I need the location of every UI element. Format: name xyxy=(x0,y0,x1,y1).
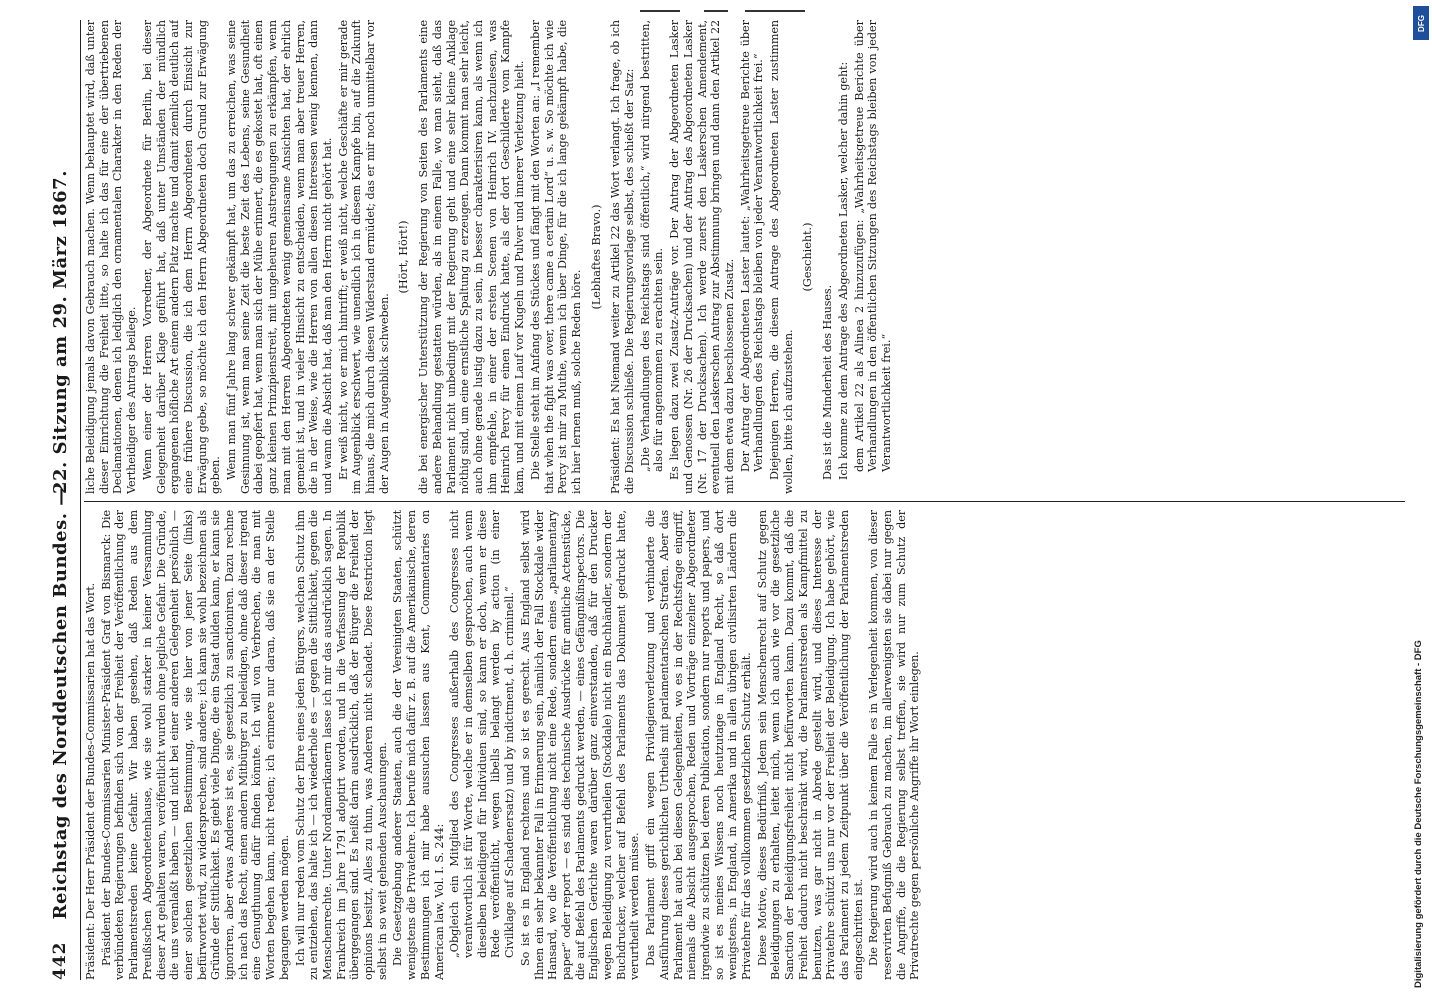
document-page xyxy=(40,20,1405,980)
page-number: 442 xyxy=(50,941,70,980)
running-title-right: 22. Sitzung am 29. März 1867. xyxy=(49,170,71,494)
running-title-left: Reichstag des Norddeutschen Bundes. — xyxy=(49,487,71,920)
paragraph: Ich komme zu dem Antrage des Abgeordneten Lasker, welcher dahin geht: xyxy=(836,61,850,480)
quotation: dem Artikel 22 als Alinea 2 hinzuzufügen: „Wahrheitsgetreue Berichte über Verhandlungen in den öffentlichen Sitzungen des Reichstags bleiben von jeder Verantwortlichkeit frei.“ xyxy=(852,20,893,472)
paragraph: Das Parlament griff ein wegen Privilegienverletzung und verhinderte die Ausführung dieses gerichtlichen Urtheils mit parlamentarischen Strafen. Aber das Parlament hat auch bei diesen Gelegenheiten, wo es in der Rechtsfrage eingriff, niemals die Absicht ausgesprochen, Reden und Vorträge einzelner Abgeordneter irgendwie zu schützen bei deren Publication, sondern nur reports und papers, und so ist es meines Wissens noch heutzutage in England Recht, so daß dort wenigstens, in England, in Amerika und in allen übrigen civilisirten Ländern die Privatehre für das vollkommen gesetzlichen Schutz erhält. xyxy=(644,510,754,980)
paragraph: Er weiß nicht, wo er mich hintrifft; er weiß nicht, welche Geschäfte er mir gerade im Augenblick erschwert, wie unendlich ich in diesem Kampfe bin, auf die Zukunft hinaus, die mich durch diesen Widerstand ermüdet; das er mir noch unmittelbar vor der Augen in Augenblick schweben. xyxy=(336,20,391,494)
paragraph: liche Beleidigung jemals davon Gebrauch machen. Wenn behauptet wird, daß unter dieser Einrichtung die Freiheit litte, so halte ich das für eine der übertriebenen Declamationen, denen ich lediglich den ornamentalen Charakter in den Reden der Vertheidiger des Antrags beilege. xyxy=(84,20,139,494)
paragraph: Präsident: Es hat Niemand weiter zu Artikel 22 das Wort verlangt. Ich frage, ob ich die Discussion schließe. Die Regierungsvorlage selbst, des schießt der Satz: xyxy=(609,20,637,494)
quotation: „Die Verhandlungen des Reichstags sind öffentlich,“ wird nirgend bestritten, also für angenommen zu erachten sein. xyxy=(638,20,666,472)
paragraph: die bei energischer Unterstützung der Regierung von Seiten des Parlaments eine andere Behandlung gestatten würden, als in einem Falle, wo man sieht, daß das Parlament nicht unbedingt mit der Regierung geht und eine sehr kleine Anklage nöthig sind, um eine ernstliche Spaltung zu erzeugen. Dann kommt man sehr leicht, auch ohne gerade lustig dazu zu sein, in besser charakterisiren kann, als wenn ich ihm empfehle, in einer der ersten Scenen von Heinrich IV. nachzulesen, was Heinrich Percy für einen Eindruck hatte, als der dort Geschilderte vom Kampfe kam, und mit einem Lauf vor Kugeln und Pulver und innerer Verletzung hielt. xyxy=(417,20,527,494)
paragraph: Diejenigen Herren, die diesem Antrage des Abgeordneten Laster zustimmen wollen, bitte ich aufzustehen. xyxy=(768,20,795,494)
interjection: (Lebhaftes Bravo.) xyxy=(589,204,603,310)
paragraph: Präsident: Der Herr Präsident der Bundes-Commissarien hat das Wort. xyxy=(84,582,97,980)
paragraph: Wenn einer der Herren Vorredner, der Abgeordnete für Berlin, bei dieser Gelegenheit darüber Klage geführt hat, daß unter Umständen der mündlich ergangenen höfliche Art einem andern Platz machte und damit ziemlich deutlich auf eine frühere Discussion, die ich dem Herrn Abgeordneten durch Einsicht zur Erwägung gebe, so möchte ich den Herrn Abgeordneten doch Grund zur Erwägung geben. xyxy=(140,20,223,494)
paragraph: Die Gesetzgebung anderer Staaten, auch die der Vereinigten Staaten, schützt wenigstens die Privatehre. Ich berufe mich dafür z. B. auf die Amerikanische, deren Bestimmungen ich mir habe aussuchen lassen aus Kent, Commentaries on American law, Vol. I. S. 244: xyxy=(391,510,446,980)
paragraph: Wenn man fünf Jahre lang schwer gekämpft hat, um das zu erreichen, was seine Gesinnung ist, wenn man seine Zeit die beste Zeit des Lebens, seine Gesundheit dabei geopfert hat, wenn man sich der Mühe erinnert, die es gekostet hat, oft einen ganz kleinen Prinzipienstreit, mit ungeheuren Anstrengungen zu erkämpfen, wenn man mit den Herren Abgeordneten wenig gemeinsame Ansichten hat, der ehrlich gemeint ist, und in vieler Hinsicht zu entscheiden, wenn man aber treuer Herren, die in der Weise, wie die Herren von allen diesen Interessen wenig kennen, dann und wann die Absicht hat, daß man den Herrn nicht gehört hat. xyxy=(225,20,334,494)
paragraph: Es liegen dazu zwei Zusatz-Anträge vor. Der Antrag der Abgeordneten Lasker und Genossen (Nr. 26 der Drucksachen) und der Antrag des Abgeordneten Lasker (Nr. 17 der Drucksachen). Ich werde zuerst den Laskerschen Amendement, eventuell den Laskerschen Antrag zur Abstimmung bringen und dann den Artikel 22 mit dem etwa dazu beschlossenen Zusatz. xyxy=(668,20,736,494)
paragraph: Die Stelle steht im Anfang des Stückes und fängt mit den Worten an: „I remember that when the fight was over, there came a certain Lord“ u. s. w. So möchte ich wie Percy ist mir zu Muthe, wenn ich über Dinge, für die ich lange gekämpft habe, die ich hier lernen muß, solche Reden höre. xyxy=(528,20,583,494)
page-header-right xyxy=(40,20,80,494)
column-divider xyxy=(84,501,1405,502)
paragraph: Ich will nur reden vom Schutz der Ehre eines jeden Bürgers, welchen Schutz ihm zu entziehen, das halte ich — ich wiederhole es — gegen die Sittlichkeit, gegen die Menschenrechte. Unter Nordamerikanern lasse ich mir das ausdrücklich sagen. In Frankreich im Jahre 1791 adoptirt worden, und in die Verfassung der Republik übergegangen sind. Es heißt darin ausdrücklich, daß der Bürger die Freiheit der opinions besitzt, Alles zu thun, was Anderen nicht schadet. Diese Restriction liegt selbst in so weit gehenden Auschauungen. xyxy=(293,510,389,980)
dfg-logo-text: DFG xyxy=(1416,14,1426,32)
scan-edge-mark xyxy=(745,10,805,12)
paragraph: Die Regierung wird auch in keinem Falle es in Verlegenheit kommen, von dieser reservirten Befugniß Gebrauch zu machen, im allerwenigsten sie dabei nur gegen die Angriffe, die die Regierung selbst treffen, sie wird nur zum Schutz der Privatrechte gegen persönliche Angriffe ihr Wort einlegen. xyxy=(867,510,922,980)
interjection: (Hört, Hört!) xyxy=(397,220,411,294)
left-column xyxy=(84,510,1405,980)
interjection: (Geschieht.) xyxy=(801,222,815,292)
right-column xyxy=(84,20,1405,494)
paragraph: So ist es in England rechtens und so ist es gerecht. Aus England selbst wird Ihnen ein sehr bekannter Fall in Erinnerung sein, nämlich der Fall Stockdale wider Hansard, wo die Veröffentlichung nicht eine Rede, sondern eines „parliamentary paper“ oder report — es sind dies technische Ausdrücke für amtliche Actenstücke, die auf Befehl des Parlaments gedruckt werden, — eines Gefängnißinspectors. Die Englischen Gerichte waren darüber ganz einverstanden, daß für den Drucker wegen Beleidigung zu verurtheilen (Stockdale) nicht ein Buchhändler, sondern der Buchdrucker, welcher auf Befehl des Parlaments das Dokument gedruckt hatte, verurtheilt werden müsse. xyxy=(518,510,642,980)
scan-edge-mark xyxy=(640,10,680,12)
quotation: Der Antrag der Abgeordneten Laster lautet: „Wahrheitsgetreue Berichte über Verhandlungen des Reichstags bleiben von jeder Verantwortlichkeit frei.“ xyxy=(738,20,766,472)
paragraph: Diese Motive, dieses Bedürfniß, Jedem sein Menschenrecht auf Schutz gegen Beleidigungen zu erhalten, leitet mich, wenn ich auch wie vor die gesetzliche Sanction der Beleidigungsfreiheit nicht befürworten kann. Dazu kommt, daß die Freiheit dadurch nicht beschränkt wird, die Parlamentsreden als Kampfmittel zu benutzen, was gar nicht in Abrede gestellt wird, und dieses Interesse der Privatehre schützt uns nur vor der Freiheit der Beleidigung. Ich habe gehört, wie das Parlament zu jedem Zeitpunkt über die Veröffentlichung der Parlamentsreden eingeschritten ist. xyxy=(755,510,865,980)
digitization-credit xyxy=(1412,8,1430,992)
digitization-credit-text: Digitalisierung gefördert durch die Deutsche Forschungsgemeinschaft - DFG xyxy=(1413,640,1424,988)
paragraph: Präsident der Bundes-Commissarien Minister-Präsident Graf von Bismarck: Die verbündeten Regierungen befinden sich von der Freiheit der Veröffentlichung der Parlamentsreden keine Gefahr. Wir haben gesehen, daß Reden aus dem Preußischen Abgeordnetenhause, wie sie wohl starker in keiner Versammlung dieser Art gehalten waren, veröffentlicht wurden ohne jegliche Gefahr. Die Gründe, die uns veranlaßt haben — und nicht bei einer anderen Gelegenheit persönlich — einer solchen gesetzlichen Bestimmung, wie sie hier von jener Seite (links) befürwortet wird, zu widersprechen, sind andere; ich kann sie wohl bezeichnen als Gründe der Sittlichkeit. Es giebt viele Dinge, die ein Staat dulden kann, er kann sie ignoriren, aber etwas Anderes ist es, sie gesetzlich zu sanctioniren. Dazu rechne ich nach das Recht, einen andern Mitbürger zu beleidigen, ohne daß dieser irgend eine Genugthuung dafür finden könnte. Ich will von Verbrechen, die man mit Worten begehen kann, nicht reden; ich erinnere nur daran, daß sie an der Stelle begangen werden mögen. xyxy=(99,510,291,980)
quotation: „Obgleich ein Mitglied des Congresses außerhalb des Congresses nicht verantwortlich ist für Worte, welche er in demselben gesprochen, auch wenn dieselben beleidigend für Individuen sind, so kann er doch, wenn er diese Rede veröffentlicht, wegen libells belangt werden by action (in einer Civilklage auf Schadenersatz) und by indictment, d. h. criminell.“ xyxy=(448,510,517,958)
scan-edge-mark xyxy=(704,10,728,12)
paragraph: Das ist die Minderheit des Hauses. xyxy=(821,284,835,480)
